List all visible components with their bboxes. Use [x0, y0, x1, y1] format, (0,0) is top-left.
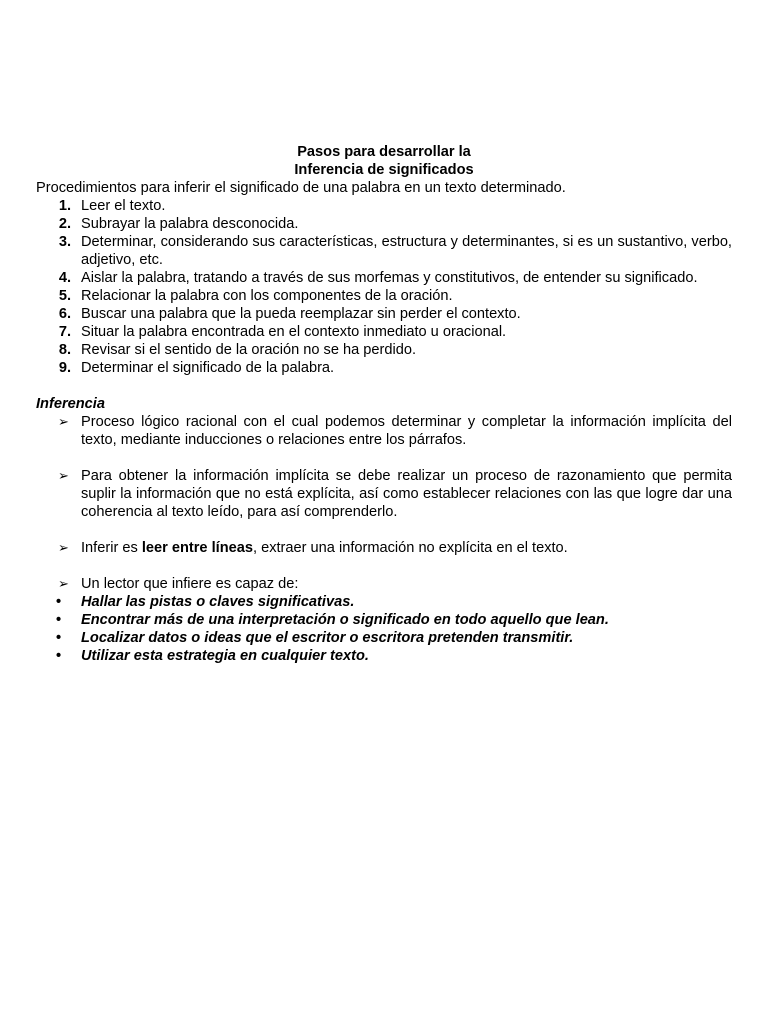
arrow-item [36, 413, 732, 449]
list-item [36, 341, 732, 359]
document-title-line-1: Pasos para desarrollar la [297, 144, 471, 160]
step-number: 4. [58, 270, 71, 286]
list-item [36, 611, 732, 629]
document-title-line-2: Inferencia de significados [294, 162, 474, 178]
bullet-dot-icon: • [56, 612, 62, 628]
step-number: 2. [58, 216, 71, 232]
step-number: 7. [58, 324, 71, 340]
intro-paragraph: Procedimientos para inferir el significado de una palabra en un texto determinado. [36, 180, 566, 196]
section-heading-inferencia: Inferencia [36, 396, 105, 412]
inferir-bold-phrase: leer entre líneas [141, 540, 253, 556]
list-item [36, 287, 732, 305]
document-page [36, 143, 732, 665]
capabilities-list [36, 593, 732, 665]
list-item [36, 233, 732, 269]
step-number: 1. [58, 198, 71, 214]
inferir-suffix: , extraer una información no explícita en el texto. [252, 540, 568, 556]
step-text: Determinar, considerando sus características, estructura y determinantes, si es un sustantivo, verbo, adjetivo, etc. [81, 234, 732, 268]
arrow-bullet-icon: ➢ [58, 540, 69, 555]
arrow-bullet-icon: ➢ [58, 576, 69, 591]
step-number: 5. [58, 288, 71, 304]
bullet-dot-icon: • [56, 648, 62, 664]
list-item [36, 647, 732, 665]
step-number: 3. [58, 234, 71, 250]
step-text: Situar la palabra encontrada en el contexto inmediato u oracional. [81, 324, 507, 340]
arrow-item [36, 467, 732, 521]
step-text: Subrayar la palabra desconocida. [81, 216, 299, 232]
arrow-item-lector [36, 575, 732, 593]
bullet-text: Hallar las pistas o claves significativas. [81, 594, 355, 610]
arrow-bullet-icon: ➢ [58, 468, 69, 483]
step-text: Revisar si el sentido de la oración no se ha perdido. [81, 342, 417, 358]
list-item [36, 359, 732, 377]
list-item [36, 305, 732, 323]
step-number: 9. [58, 360, 71, 376]
step-number: 6. [58, 306, 71, 322]
bullet-text: Encontrar más de una interpretación o significado en todo aquello que lean. [81, 612, 609, 628]
step-text: Determinar el significado de la palabra. [81, 360, 335, 376]
list-item [36, 323, 732, 341]
bullet-text: Utilizar esta estrategia en cualquier texto. [81, 648, 369, 664]
step-text: Leer el texto. [81, 198, 166, 214]
step-text: Buscar una palabra que la pueda reemplazar sin perder el contexto. [81, 306, 521, 322]
step-number: 8. [58, 342, 71, 358]
lector-intro-text: Un lector que infiere es capaz de: [81, 576, 299, 592]
bullet-text: Localizar datos o ideas que el escritor o escritora pretenden transmitir. [81, 630, 574, 646]
list-item [36, 197, 732, 215]
steps-list [36, 197, 732, 377]
bullet-dot-icon: • [56, 594, 62, 610]
list-item [36, 629, 732, 647]
arrow-bullet-icon: ➢ [58, 414, 69, 429]
bullet-dot-icon: • [56, 630, 62, 646]
step-text: Relacionar la palabra con los componentes de la oración. [81, 288, 453, 304]
arrow-item-inferir [36, 539, 732, 557]
arrow-item-text: Para obtener la información implícita se debe realizar un proceso de razonamiento que permita suplir la información que no está explícita, así como establecer relaciones con las que logre dar una coherencia al texto leído, para así comprenderlo. [81, 468, 732, 520]
list-item [36, 269, 732, 287]
arrow-item-text: Proceso lógico racional con el cual podemos determinar y completar la información implícita del texto, mediante inducciones o relaciones entre los párrafos. [81, 414, 732, 448]
list-item [36, 593, 732, 611]
step-text: Aislar la palabra, tratando a través de sus morfemas y constitutivos, de entender su significado. [81, 270, 698, 286]
list-item [36, 215, 732, 233]
inferir-prefix: Inferir es [81, 540, 142, 556]
